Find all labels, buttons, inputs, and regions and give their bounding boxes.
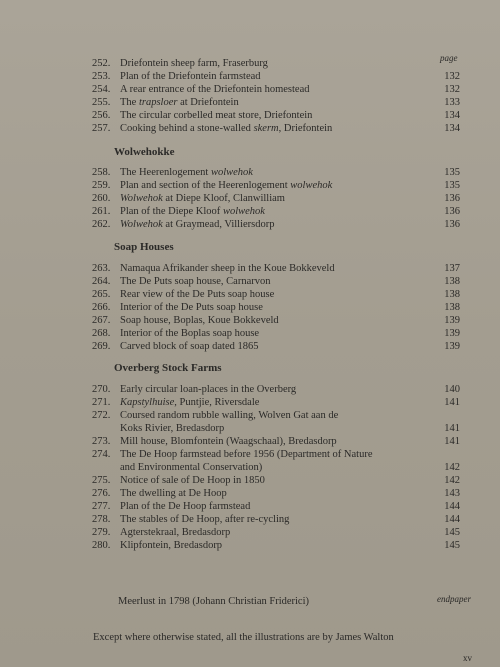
list-item: 274. The De Hoop farmstead before 1956 (Department of Nature [92, 449, 373, 460]
list-item: 252. Driefontein sheep farm, Fraserburg [92, 58, 268, 69]
illustration-credit: Except where otherwise stated, all the illustrations are by James Walton [93, 632, 394, 643]
section-heading: Soap Houses [114, 241, 174, 253]
list-item: 277. Plan of the De Hoop farmstead 144 [92, 501, 460, 512]
list-item: 258. The Heerenlogement wolwehok 135 [92, 167, 460, 178]
list-item: 261. Plan of the Diepe Kloof wolwehok 136 [92, 206, 460, 217]
list-item-continuation: Koks Rivier, Bredasdorp 141 [120, 423, 460, 434]
list-item: 257. Cooking behind a stone-walled skerm, Driefontein 134 [92, 123, 460, 134]
list-item: 266. Interior of the De Puts soap house 138 [92, 302, 460, 313]
list-item: 263. Namaqua Afrikander sheep in the Koue Bokkeveld 137 [92, 263, 460, 274]
list-item: 273. Mill house, Blomfontein (Waagschaal), Bredasdorp 141 [92, 436, 460, 447]
page-column-label: page [440, 53, 458, 63]
list-item: 256. The circular corbelled meat store, Driefontein 134 [92, 110, 460, 121]
list-item: 268. Interior of the Boplas soap house 139 [92, 328, 460, 339]
list-item: 269. Carved block of soap dated 1865 139 [92, 341, 460, 352]
list-item: 278. The stables of De Hoop, after re-cycling 144 [92, 514, 460, 525]
list-item: 260. Wolwehok at Diepe Kloof, Clanwilliam 136 [92, 193, 460, 204]
list-item: 265. Rear view of the De Puts soap house 138 [92, 289, 460, 300]
section-heading: Overberg Stock Farms [114, 362, 222, 374]
list-item: 272. Coursed random rubble walling, Wolven Gat aan de [92, 410, 339, 421]
page-number: xv [463, 653, 472, 663]
list-item: 270. Early circular loan-places in the Overberg 140 [92, 384, 460, 395]
list-item: 254. A rear entrance of the Driefontein homestead 132 [92, 84, 460, 95]
list-item: 276. The dwelling at De Hoop 143 [92, 488, 460, 499]
list-item: 279. Agterstekraal, Bredasdorp 145 [92, 527, 460, 538]
list-item: 271. Kapstylhuise, Puntjie, Riversdale 141 [92, 397, 460, 408]
endpaper-entry: Meerlust in 1798 (Johann Christian Friderici) [118, 596, 310, 607]
list-item-continuation: and Environmental Conservation) 142 [120, 462, 460, 473]
list-item: 253. Plan of the Driefontein farmstead 132 [92, 71, 460, 82]
section-heading: Wolwehokke [114, 146, 175, 158]
endpaper-label: endpaper [437, 594, 471, 604]
list-item: 267. Soap house, Boplas, Koue Bokkeveld 139 [92, 315, 460, 326]
list-item: 259. Plan and section of the Heerenlogement wolwehok 135 [92, 180, 460, 191]
list-item: 280. Klipfontein, Bredasdorp 145 [92, 540, 460, 551]
list-item: 264. The De Puts soap house, Carnarvon 138 [92, 276, 460, 287]
list-item: 255. The trapsloer at Driefontein 133 [92, 97, 460, 108]
list-item: 262. Wolwehok at Graymead, Villiersdorp 136 [92, 219, 460, 230]
list-item: 275. Notice of sale of De Hoop in 1850 142 [92, 475, 460, 486]
